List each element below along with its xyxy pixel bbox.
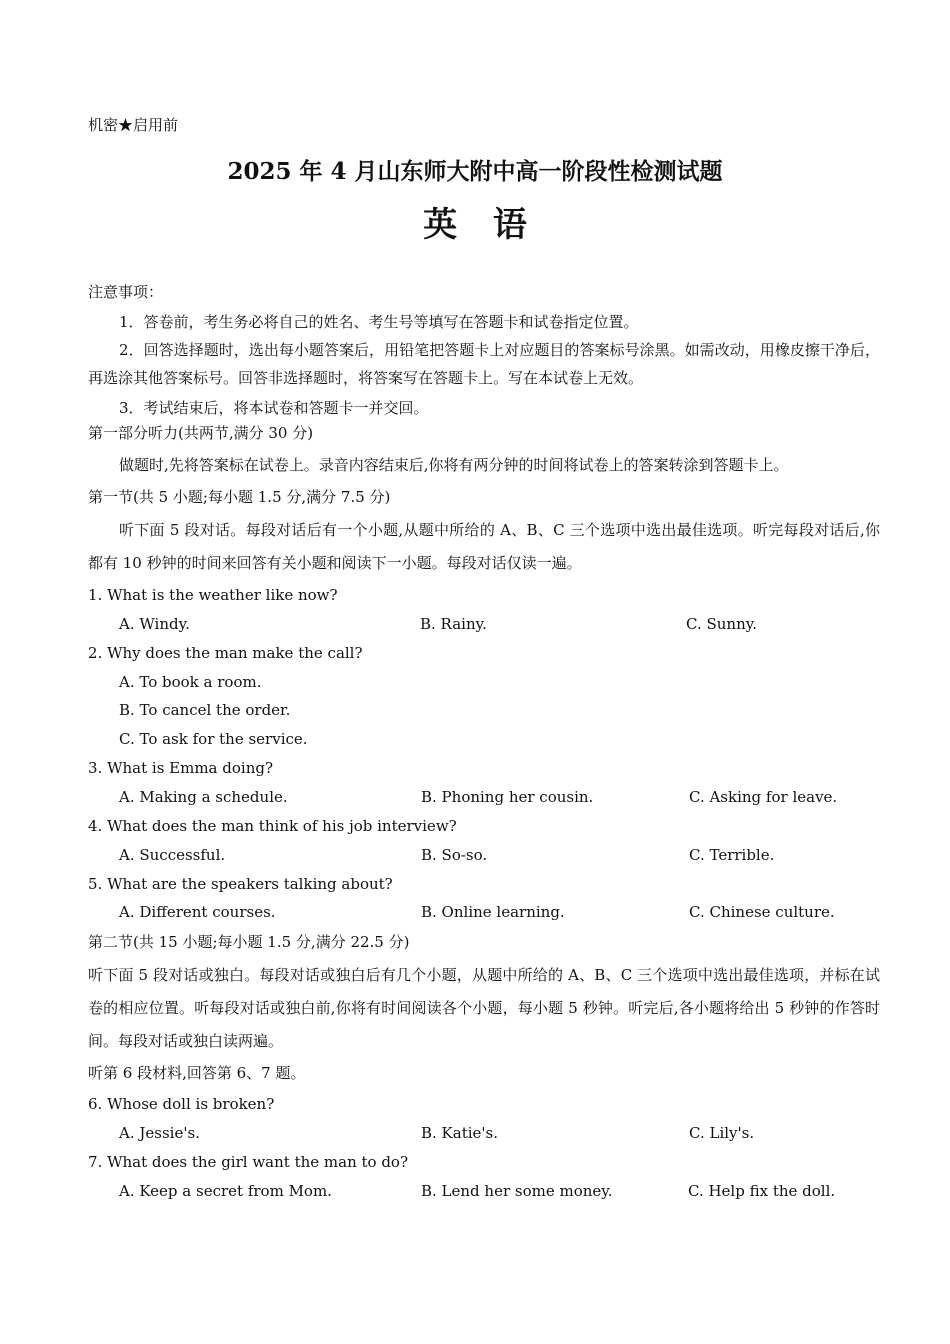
option-5b: B. Online learning.: [421, 903, 565, 921]
question-3: 3. What is Emma doing?: [88, 759, 274, 777]
question-1: 1. What is the weather like now?: [88, 586, 338, 604]
option-1b: B. Rainy.: [420, 615, 487, 633]
section1-heading: 第一节(共 5 小题;每小题 1.5 分,满分 7.5 分): [88, 488, 391, 506]
option-5c: C. Chinese culture.: [689, 903, 835, 921]
option-4c: C. Terrible.: [689, 846, 775, 864]
part1-heading: 第一部分听力(共两节,满分 30 分): [88, 424, 314, 442]
notice-item-1: 1．答卷前，考生务必将自己的姓名、考生号等填写在答题卡和试卷指定位置。: [119, 313, 639, 331]
option-7a: A. Keep a secret from Mom.: [119, 1182, 332, 1200]
option-6a: A. Jessie's.: [119, 1124, 200, 1142]
notice-item-2: 2．回答选择题时，选出每小题答案后，用铅笔把答题卡上对应题目的答案标号涂黑。如需改动，用橡皮擦干净后，再选涂其他答案标号。回答非选择题时，将答案写在答题卡上。写在本试卷上无效。: [88, 341, 880, 387]
option-7c: C. Help fix the doll.: [688, 1182, 836, 1200]
section2-material: 听第 6 段材料,回答第 6、7 题。: [88, 1064, 306, 1082]
option-1c: C. Sunny.: [686, 615, 757, 633]
question-6: 6. Whose doll is broken?: [88, 1095, 275, 1113]
option-2b: B. To cancel the order.: [119, 701, 291, 719]
option-4a: A. Successful.: [119, 846, 226, 864]
option-3b: B. Phoning her cousin.: [421, 788, 594, 806]
option-5a: A. Different courses.: [119, 903, 276, 921]
section2-instruction: 听下面 5 段对话或独白。每段对话或独白后有几个小题，从题中所给的 A、B、C 三个选项中选出最佳选项，并标在试卷的相应位置。听每段对话或独白前,你将有时间阅读各个小题，每小题 5 秒钟。听完后,各小题将给出 5 秒钟的作答时间。每段对话或独白读两遍。: [88, 966, 880, 1050]
option-4b: B. So-so.: [421, 846, 488, 864]
notice-item-3: 3．考试结束后，将本试卷和答题卡一并交回。: [119, 399, 429, 417]
question-2: 2. Why does the man make the call?: [88, 644, 363, 662]
part1-instruction: 做题时,先将答案标在试卷上。录音内容结束后,你将有两分钟的时间将试卷上的答案转涂到答题卡上。: [119, 456, 789, 474]
section1-instruction: 听下面 5 段对话。每段对话后有一个小题,从题中所给的 A、B、C 三个选项中选出最佳选项。听完每段对话后,你都有 10 秒钟的时间来回答有关小题和阅读下一小题。每段对话仅读一遍。: [88, 521, 880, 572]
option-1a: A. Windy.: [119, 615, 190, 633]
question-4: 4. What does the man think of his job interview?: [88, 817, 457, 835]
option-2c: C. To ask for the service.: [119, 730, 308, 748]
exam-title: 2025 年 4 月山东师大附中高一阶段性检测试题: [227, 158, 723, 185]
section2-heading: 第二节(共 15 小题;每小题 1.5 分,满分 22.5 分): [88, 933, 410, 951]
question-7: 7. What does the girl want the man to do?: [88, 1153, 409, 1171]
subject-title: 英 语: [423, 205, 539, 245]
option-6b: B. Katie's.: [421, 1124, 498, 1142]
option-2a: A. To book a room.: [119, 673, 262, 691]
notice-heading: 注意事项：: [88, 283, 164, 301]
option-3a: A. Making a schedule.: [119, 788, 288, 806]
option-3c: C. Asking for leave.: [689, 788, 838, 806]
question-5: 5. What are the speakers talking about?: [88, 875, 393, 893]
confidential-label: 机密★启用前: [88, 116, 179, 134]
option-6c: C. Lily's.: [689, 1124, 755, 1142]
option-7b: B. Lend her some money.: [421, 1182, 613, 1200]
